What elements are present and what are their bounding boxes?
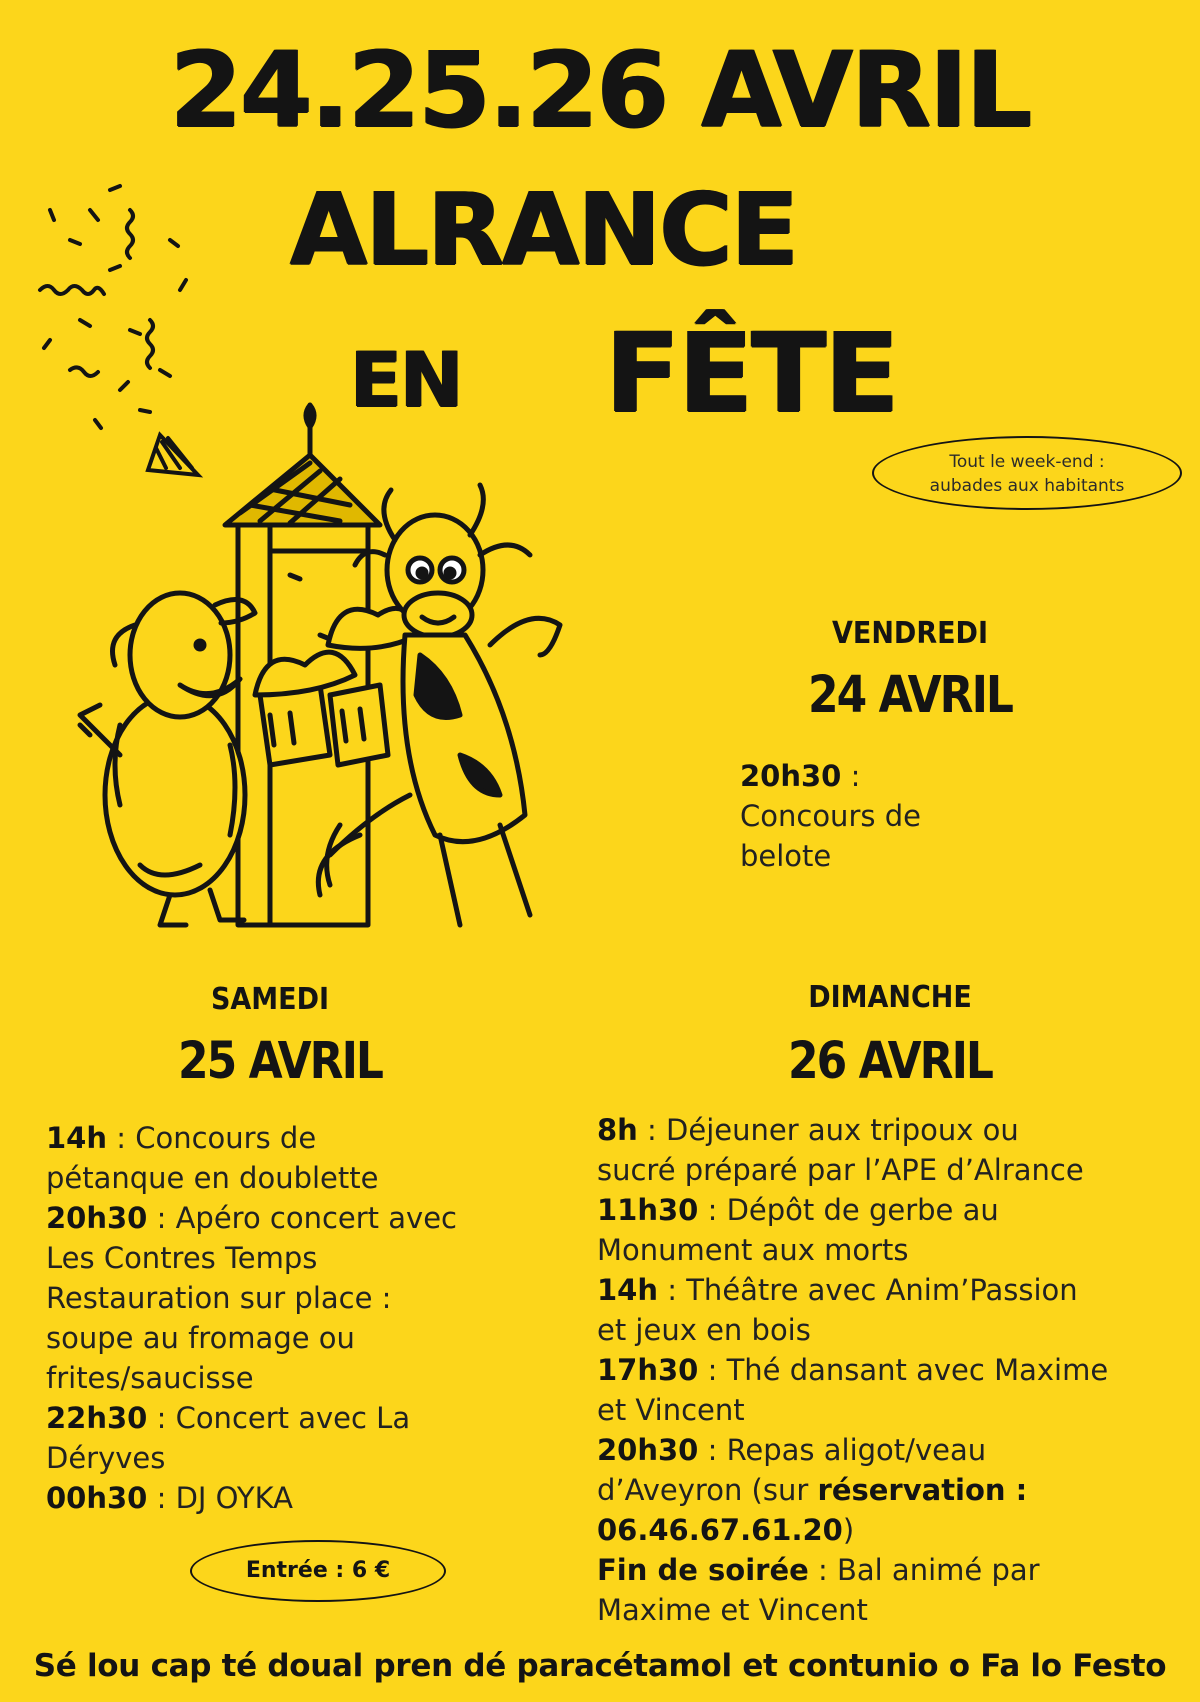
program-line [597, 1590, 1197, 1630]
program-line [46, 1158, 586, 1198]
footer-slogan: Sé lou cap té doual pren dé paracétamol et contunio o Fa lo Festo [33, 1648, 1167, 1684]
program-text: ) [842, 1513, 855, 1547]
program-text: : Thé dansant avec Maxime [698, 1353, 1109, 1387]
program-line [597, 1150, 1197, 1190]
program-line [597, 1270, 1197, 1310]
program-text: d’Aveyron (sur [597, 1473, 818, 1507]
program-text: : Apéro concert avec [147, 1201, 457, 1235]
program-line [46, 1278, 586, 1318]
program-text: : Bal animé par [808, 1553, 1040, 1587]
program-time: 17h30 [597, 1353, 699, 1387]
program-line [597, 1550, 1197, 1590]
program-line [740, 836, 1040, 876]
program-text: Maxime et Vincent [597, 1593, 868, 1627]
poster-title-town: ALRANCE [290, 171, 797, 288]
weekend-note-oval [872, 436, 1182, 510]
sunday-day: DIMANCHE [808, 980, 972, 1015]
program-text: frites/saucisse [46, 1361, 254, 1395]
program-text: Monument aux morts [597, 1233, 909, 1267]
weekend-note-line1: Tout le week-end : [949, 452, 1105, 472]
poster-title-fete: FÊTE [605, 309, 898, 437]
program-line [46, 1198, 586, 1238]
program-line [597, 1430, 1197, 1470]
program-phone: 06.46.67.61.20 [597, 1513, 843, 1547]
program-line [46, 1358, 586, 1398]
program-text: Les Contres Temps [46, 1241, 318, 1275]
program-line [597, 1110, 1197, 1150]
program-time: 14h [46, 1121, 108, 1155]
tower-cow-sheep-illustration [60, 395, 580, 935]
program-text: : Dépôt de gerbe au [698, 1193, 999, 1227]
program-line [46, 1438, 586, 1478]
program-time: Fin de soirée [597, 1553, 809, 1587]
program-text: : [841, 759, 861, 793]
program-text: Déryves [46, 1441, 166, 1475]
program-text: soupe au fromage ou [46, 1321, 355, 1355]
program-text: pétanque en doublette [46, 1161, 379, 1195]
saturday-day: SAMEDI [210, 982, 330, 1017]
entry-price-oval: Entrée : 6 € [190, 1540, 446, 1602]
poster-title-dates: 24.25.26 AVRIL [169, 29, 1031, 151]
sunday-program [597, 1110, 1197, 1630]
poster-title-en: EN [350, 335, 462, 424]
program-text: belote [740, 839, 832, 873]
friday-program [740, 756, 1040, 876]
program-text: : DJ OYKA [147, 1481, 293, 1515]
program-line [740, 796, 1040, 836]
program-line [46, 1318, 586, 1358]
friday-day: VENDREDI [831, 616, 988, 651]
program-text: Restauration sur place : [46, 1281, 392, 1315]
saturday-program [46, 1118, 586, 1518]
program-line [597, 1230, 1197, 1270]
program-reservation: réservation : [817, 1473, 1028, 1507]
sunday-date: 26 AVRIL [788, 1032, 992, 1091]
program-line [597, 1310, 1197, 1350]
program-text: et Vincent [597, 1393, 745, 1427]
program-time: 8h [597, 1113, 638, 1147]
program-text: : Théâtre avec Anim’Passion [658, 1273, 1078, 1307]
friday-date: 24 AVRIL [808, 666, 1012, 725]
program-text: : Déjeuner aux tripoux ou [637, 1113, 1019, 1147]
program-text: et jeux en bois [597, 1313, 811, 1347]
program-time: 14h [597, 1273, 659, 1307]
program-line [597, 1510, 1197, 1550]
program-line [597, 1350, 1197, 1390]
program-line [46, 1238, 586, 1278]
program-text: : Concours de [107, 1121, 317, 1155]
saturday-date: 25 AVRIL [178, 1032, 382, 1091]
program-line [740, 756, 1040, 796]
program-text: Concours de [740, 799, 921, 833]
program-line [597, 1190, 1197, 1230]
program-line [46, 1398, 586, 1438]
program-time: 20h30 [46, 1201, 148, 1235]
program-line [597, 1390, 1197, 1430]
weekend-note-line2: aubades aux habitants [929, 476, 1125, 496]
program-line [597, 1470, 1197, 1510]
program-time: 20h30 [597, 1433, 699, 1467]
program-time: 22h30 [46, 1401, 148, 1435]
program-time: 11h30 [597, 1193, 699, 1227]
program-text: : Concert avec La [147, 1401, 411, 1435]
program-line [46, 1118, 586, 1158]
program-text: : Repas aligot/veau [698, 1433, 987, 1467]
program-time: 00h30 [46, 1481, 148, 1515]
program-time: 20h30 [740, 759, 842, 793]
program-line [46, 1478, 586, 1518]
program-text: sucré préparé par l’APE d’Alrance [597, 1153, 1084, 1187]
